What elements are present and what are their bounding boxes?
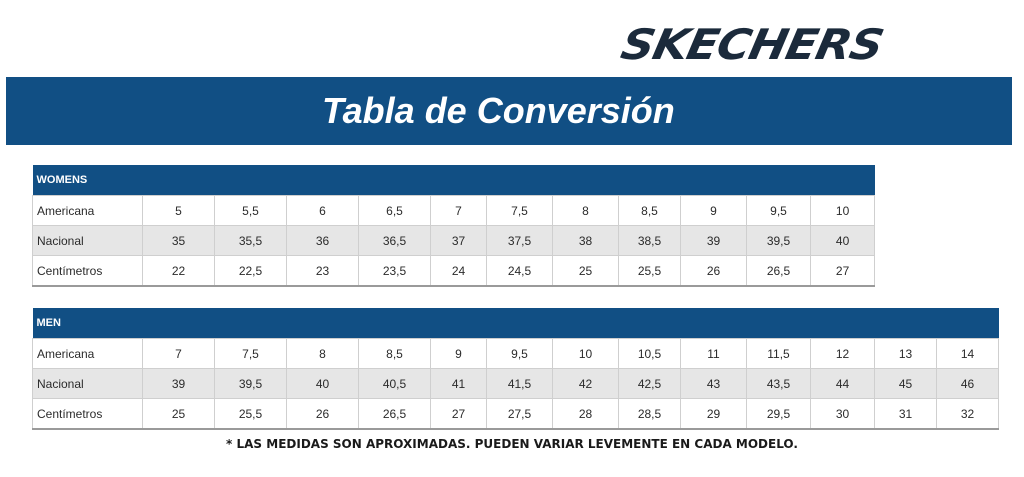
table-cell: 6,5	[359, 196, 431, 226]
table-cell: 8,5	[619, 196, 681, 226]
table-cell: 37,5	[487, 226, 553, 256]
row-label: Nacional	[33, 226, 143, 256]
mens-size-table	[32, 308, 999, 430]
table-cell: 40,5	[359, 369, 431, 399]
table-cell: 26	[287, 399, 359, 430]
page-title: Tabla de Conversión	[322, 90, 675, 131]
table-cell: 9,5	[747, 196, 811, 226]
row-label: Americana	[33, 339, 143, 369]
row-label: Centímetros	[33, 256, 143, 287]
table-cell: 8	[287, 339, 359, 369]
table-cell: 28	[553, 399, 619, 430]
table-cell: 24	[431, 256, 487, 287]
table-row-americana	[33, 196, 875, 226]
table-cell: 39	[143, 369, 215, 399]
table-cell: 10	[553, 339, 619, 369]
mens-section-header: MEN	[33, 308, 999, 339]
table-cell: 39,5	[747, 226, 811, 256]
table-cell: 6	[287, 196, 359, 226]
table-cell: 27	[431, 399, 487, 430]
table-cell: 42	[553, 369, 619, 399]
table-cell: 25,5	[619, 256, 681, 287]
table-row-nacional	[33, 226, 875, 256]
table-cell: 7	[143, 339, 215, 369]
table-cell: 39,5	[215, 369, 287, 399]
table-cell: 26,5	[359, 399, 431, 430]
table-cell: 9	[431, 339, 487, 369]
table-cell: 10,5	[619, 339, 681, 369]
table-cell: 40	[287, 369, 359, 399]
table-cell: 9,5	[487, 339, 553, 369]
table-cell: 13	[875, 339, 937, 369]
womens-section-header: WOMENS	[33, 165, 875, 196]
table-cell: 26,5	[747, 256, 811, 287]
table-cell: 14	[937, 339, 999, 369]
table-cell: 23	[287, 256, 359, 287]
table-cell: 41	[431, 369, 487, 399]
table-cell: 5	[143, 196, 215, 226]
table-cell: 45	[875, 369, 937, 399]
table-cell: 7,5	[215, 339, 287, 369]
table-cell: 25	[553, 256, 619, 287]
table-cell: 46	[937, 369, 999, 399]
table-row-centimetros	[33, 399, 999, 430]
disclaimer-note: * LAS MEDIDAS SON APROXIMADAS. PUEDEN VARIAR LEVEMENTE EN CADA MODELO.	[226, 437, 798, 451]
table-cell: 31	[875, 399, 937, 430]
table-cell: 27,5	[487, 399, 553, 430]
table-cell: 28,5	[619, 399, 681, 430]
table-cell: 12	[811, 339, 875, 369]
table-cell: 27	[811, 256, 875, 287]
table-cell: 38,5	[619, 226, 681, 256]
table-cell: 26	[681, 256, 747, 287]
table-cell: 8	[553, 196, 619, 226]
table-row-nacional	[33, 369, 999, 399]
table-cell: 8,5	[359, 339, 431, 369]
table-cell: 23,5	[359, 256, 431, 287]
womens-size-table	[32, 165, 875, 287]
table-cell: 22	[143, 256, 215, 287]
table-cell: 25,5	[215, 399, 287, 430]
table-cell: 5,5	[215, 196, 287, 226]
table-row-centimetros	[33, 256, 875, 287]
table-cell: 11	[681, 339, 747, 369]
table-cell: 29	[681, 399, 747, 430]
table-cell: 39	[681, 226, 747, 256]
row-label: Nacional	[33, 369, 143, 399]
table-cell: 10	[811, 196, 875, 226]
table-cell: 7	[431, 196, 487, 226]
table-cell: 43,5	[747, 369, 811, 399]
table-cell: 25	[143, 399, 215, 430]
table-cell: 36	[287, 226, 359, 256]
table-cell: 41,5	[487, 369, 553, 399]
table-cell: 32	[937, 399, 999, 430]
row-label: Americana	[33, 196, 143, 226]
table-cell: 37	[431, 226, 487, 256]
table-cell: 44	[811, 369, 875, 399]
table-cell: 29,5	[747, 399, 811, 430]
table-cell: 30	[811, 399, 875, 430]
table-cell: 7,5	[487, 196, 553, 226]
table-cell: 35,5	[215, 226, 287, 256]
table-cell: 36,5	[359, 226, 431, 256]
table-row-americana	[33, 339, 999, 369]
table-cell: 35	[143, 226, 215, 256]
table-cell: 11,5	[747, 339, 811, 369]
skechers-logo: SKECHERS	[616, 20, 888, 69]
table-cell: 38	[553, 226, 619, 256]
table-cell: 40	[811, 226, 875, 256]
table-cell: 24,5	[487, 256, 553, 287]
row-label: Centímetros	[33, 399, 143, 430]
table-cell: 9	[681, 196, 747, 226]
table-cell: 22,5	[215, 256, 287, 287]
table-cell: 42,5	[619, 369, 681, 399]
table-cell: 43	[681, 369, 747, 399]
